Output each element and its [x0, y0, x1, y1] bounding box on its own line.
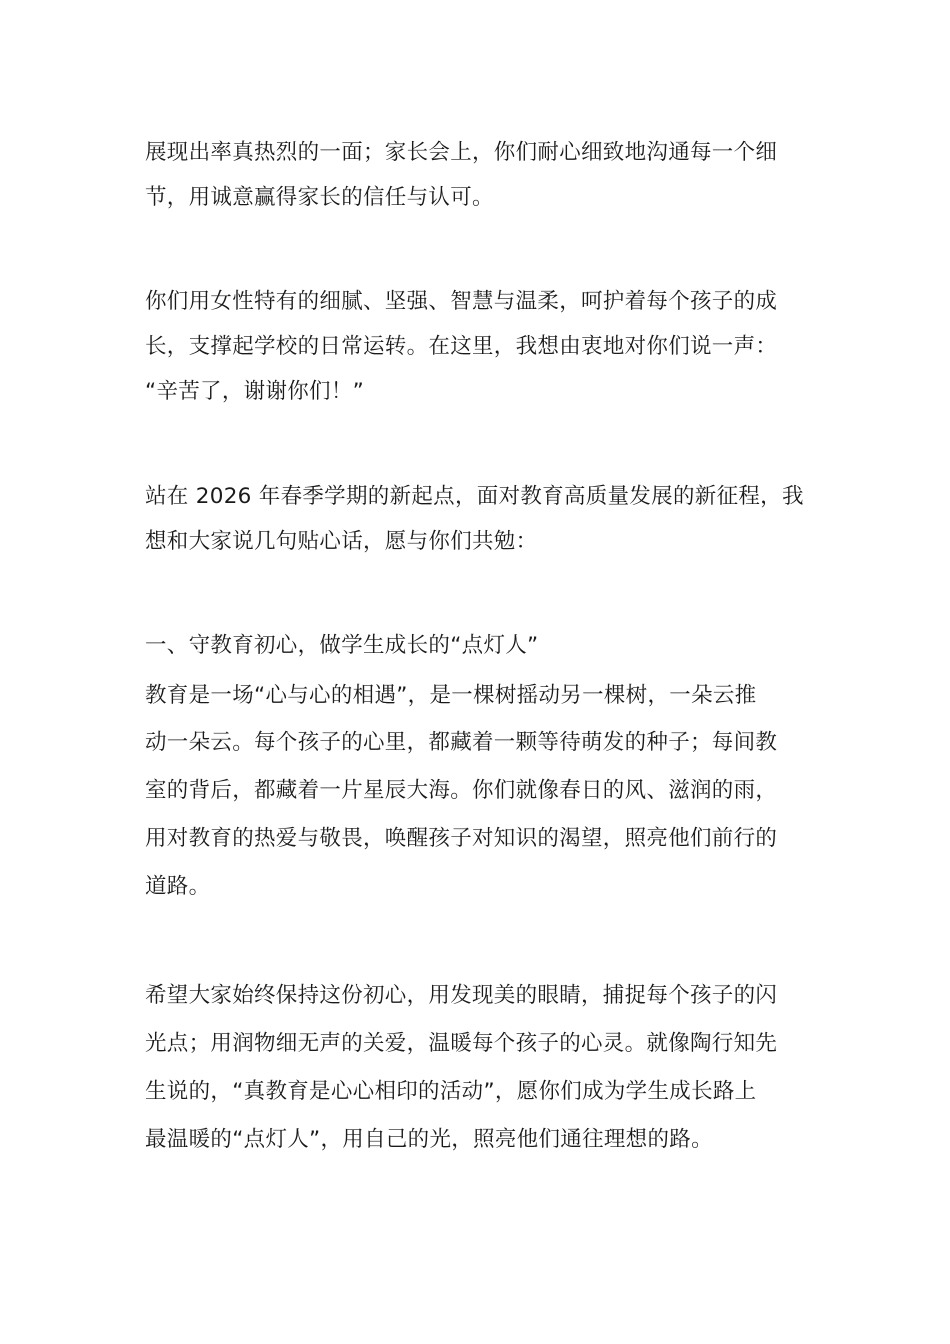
text-line: 你们用女性特有的细腻、坚强、智慧与温柔，呵护着每个孩子的成: [145, 289, 778, 314]
section-heading: 一、守教育初心，做学生成长的“点灯人”: [145, 633, 539, 658]
text-line: 希望大家始终保持这份初心，用发现美的眼睛，捕捉每个孩子的闪: [145, 983, 778, 1008]
text-line: 想和大家说几句贴心话，愿与你们共勉：: [145, 529, 538, 554]
text-line: 最温暖的“点灯人”，用自己的光，照亮他们通往理想的路。: [145, 1127, 713, 1152]
text-line: 教育是一场“心与心的相遇”，是一棵树摇动另一棵树，一朵云推: [145, 683, 757, 708]
text-line: 道路。: [145, 874, 211, 899]
text-line: 站在 2026 年春季学期的新起点，面对教育高质量发展的新征程，我: [145, 484, 804, 509]
text-line: 光点；用润物细无声的关爱，温暖每个孩子的心灵。就像陶行知先: [145, 1031, 778, 1056]
text-line: 室的背后，都藏着一片星辰大海。你们就像春日的风、滋润的雨，: [145, 778, 778, 803]
text-line: 生说的，“真教育是心心相印的活动”，愿你们成为学生成长路上: [145, 1079, 757, 1104]
text-line: 用对教育的热爱与敬畏，唤醒孩子对知识的渴望，照亮他们前行的: [145, 826, 778, 851]
text-line: “辛苦了，谢谢你们！”: [145, 379, 365, 404]
text-line: 长，支撑起学校的日常运转。在这里，我想由衷地对你们说一声：: [145, 334, 778, 359]
text-line: 节，用诚意赢得家长的信任与认可。: [145, 185, 494, 210]
text-line: 动一朵云。每个孩子的心里，都藏着一颗等待萌发的种子；每间教: [145, 730, 778, 755]
text-line: 展现出率真热烈的一面；家长会上，你们耐心细致地沟通每一个细: [145, 140, 778, 165]
